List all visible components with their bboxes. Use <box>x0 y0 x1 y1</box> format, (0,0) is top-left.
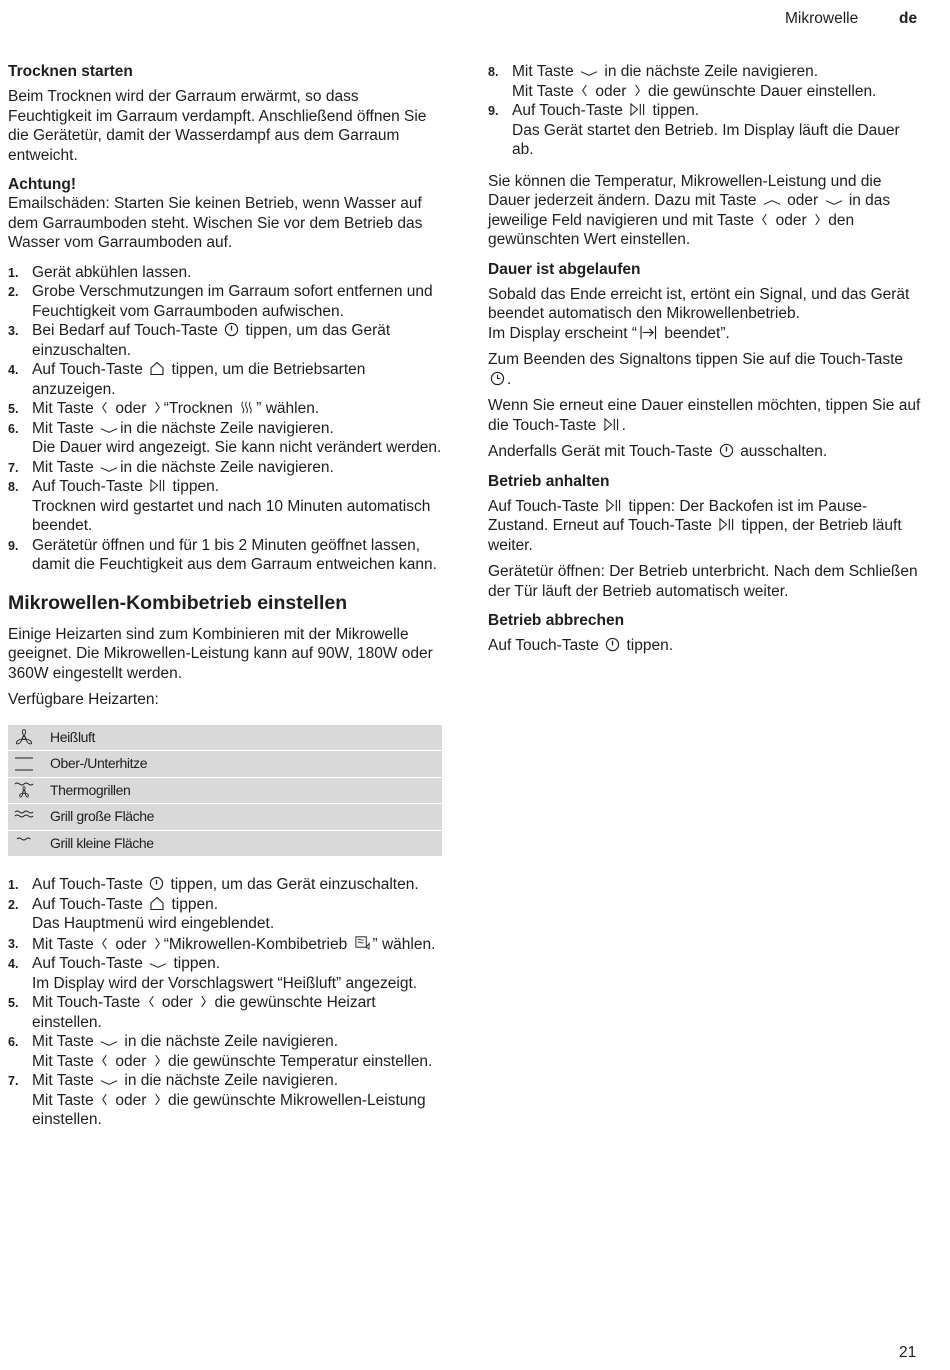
list-item: 8. Mit Taste in die nächste Zeile navigieren. Mit Taste oder die gewünschte Dauer einstellen. <box>488 63 877 100</box>
table-row: Grill kleine Fläche <box>8 831 442 858</box>
grill-large-icon <box>8 808 50 826</box>
combi-intro: Einige Heizarten sind zum Kombinieren mit der Mikrowelle geeignet. Die Mikrowellen-Leistung kann auf 90W, 180W oder 360W eingestellt werden. <box>8 625 433 682</box>
end-icon <box>639 325 658 340</box>
table-row: Ober-/Unterhitze <box>8 751 442 778</box>
page-number: 21 <box>899 1344 917 1361</box>
combi-section <box>8 591 444 1130</box>
combi-heading: Mikrowellen-Kombibetrieb einstellen <box>8 591 348 614</box>
list-item: 6. Mit Taste in die nächste Zeile navigieren. Mit Taste oder die gewünschte Temperatur einstellen. <box>8 1033 433 1070</box>
list-item: 3. Bei Bedarf auf Touch-Taste tippen, um das Gerät einzuschalten. <box>8 322 391 359</box>
list-item: 5. Mit Taste oder “Trocknen ” wählen. <box>8 400 320 417</box>
table-row: Heißluft <box>8 725 442 752</box>
pause-section <box>488 472 924 602</box>
chevron-down-icon <box>825 198 843 207</box>
chevron-right-icon <box>153 1092 162 1107</box>
list-item: 9. Gerätetür öffnen und für 1 bis 2 Minuten geöffnet lassen, damit die Feuchtigkeit aus dem Garraum entweichen kann. <box>8 536 437 573</box>
microwave-combi-icon <box>354 934 371 951</box>
play-pause-icon <box>718 517 735 532</box>
power-icon <box>149 876 164 891</box>
chevron-down-icon <box>100 1039 118 1048</box>
change-values-text: Sie können die Temperatur, Mikrowellen-Leistung und die Dauer jederzeit ändern. Dazu mit Taste oder in das jeweilige Feld navigieren und mit Taste oder den gewünschten Wert einstellen. <box>488 172 891 248</box>
chevron-left-icon <box>100 936 109 951</box>
list-item: 4. Auf Touch-Taste tippen. Im Display wird der Vorschlagswert “Heißluft” angezeigt. <box>8 955 418 992</box>
list-item: 1. Auf Touch-Taste tippen, um das Gerät einzuschalten. <box>8 876 419 893</box>
left-column <box>8 62 444 1142</box>
chevron-right-icon <box>813 212 822 227</box>
chevron-right-icon <box>199 994 208 1009</box>
chevron-left-icon <box>100 400 109 415</box>
list-item: 3. Mit Taste oder “Mikrowellen-Kombibetrieb ” wählen. <box>8 935 436 953</box>
play-pause-icon <box>149 478 166 493</box>
power-icon <box>719 443 734 458</box>
heat-types-table <box>8 724 442 858</box>
warning-title: Achtung! <box>8 176 77 193</box>
power-icon <box>224 322 239 337</box>
chevron-down-icon <box>100 1078 118 1087</box>
drying-heading: Trocknen starten <box>8 63 133 80</box>
list-item: 9. Auf Touch-Taste tippen. Das Gerät startet den Betrieb. Im Display läuft die Dauer ab. <box>488 102 900 158</box>
table-row: Thermogrillen <box>8 778 442 805</box>
list-item: 2. Auf Touch-Taste tippen. Das Hauptmenü wird eingeblendet. <box>8 895 275 932</box>
door-open-text: Gerätetür öffnen: Der Betrieb unterbricht. Nach dem Schließen der Tür läuft der Betrieb automatisch weiter. <box>488 563 918 600</box>
pause-text: Auf Touch-Taste tippen: Der Backofen ist im Pause-Zustand. Erneut auf Touch-Taste tippen, der Betrieb läuft weiter. <box>488 497 902 554</box>
cancel-text: Auf Touch-Taste tippen. <box>488 637 674 654</box>
list-item: 4. Auf Touch-Taste tippen, um die Betriebsarten anzuzeigen. <box>8 361 366 398</box>
duration-ended-section <box>488 260 924 462</box>
chevron-down-icon <box>149 961 167 970</box>
combi-steps-continued <box>488 62 924 160</box>
header-language: de <box>899 10 918 27</box>
pause-heading: Betrieb anhalten <box>488 472 610 490</box>
fan-icon <box>8 728 50 746</box>
table-row: Grill große Fläche <box>8 804 442 831</box>
home-icon <box>149 895 165 911</box>
home-icon <box>149 360 165 376</box>
chevron-right-icon <box>153 400 162 415</box>
drying-intro: Beim Trocknen wird der Garraum erwärmt, so dass Feuchtigkeit im Garraum verdampft. Anschließend öffnen Sie die Gerätetür, damit der Wasserdampf aus dem Garraum entweicht. <box>8 88 427 164</box>
chevron-left-icon <box>100 1053 109 1068</box>
thermogrill-icon <box>8 781 50 799</box>
play-pause-icon <box>603 417 620 432</box>
chevron-down-icon <box>100 465 118 474</box>
list-item: 7. Mit Taste in die nächste Zeile navigieren. <box>8 458 334 476</box>
play-pause-icon <box>605 498 622 513</box>
grill-small-icon <box>8 834 50 852</box>
list-item: 8. Auf Touch-Taste tippen. Trocknen wird gestartet und nach 10 Minuten automatisch beendet. <box>8 478 431 534</box>
chevron-down-icon <box>580 69 598 78</box>
list-item: 7. Mit Taste in die nächste Zeile navigieren. Mit Taste oder die gewünschte Mikrowellen-Leistung einstellen. <box>8 1072 426 1128</box>
chevron-right-icon <box>153 936 162 951</box>
chevron-right-icon <box>153 1053 162 1068</box>
signal-off-text: Zum Beenden des Signaltons tippen Sie auf die Touch-Taste . <box>488 351 904 388</box>
play-pause-icon <box>629 102 646 117</box>
chevron-up-icon <box>763 198 781 207</box>
cancel-section <box>488 611 924 656</box>
drying-section <box>8 62 444 575</box>
duration-ended-heading: Dauer ist abgelaufen <box>488 260 641 278</box>
right-column <box>488 62 924 663</box>
list-item: 1. Gerät abkühlen lassen. <box>8 263 192 281</box>
set-duration-again-text: Wenn Sie erneut eine Dauer einstellen möchten, tippen Sie auf die Touch-Taste . <box>488 397 921 434</box>
power-icon <box>605 637 620 652</box>
chevron-left-icon <box>580 83 589 98</box>
warning-text: Emailschäden: Starten Sie keinen Betrieb, wenn Wasser auf dem Garraumboden steht. Wischen Sie vor dem Betrieb das Wasser vom Garraumboden auf. <box>8 195 423 251</box>
cancel-heading: Betrieb abbrechen <box>488 612 625 629</box>
duration-ended-text: Sobald das Ende erreicht ist, ertönt ein Signal, und das Gerät beendet automatisch den Mikrowellenbetrieb. Im Display erscheint “ beendet”. <box>488 285 910 342</box>
chevron-down-icon <box>100 426 118 435</box>
chevron-left-icon <box>100 1092 109 1107</box>
list-item: 2. Grobe Verschmutzungen im Garraum sofort entfernen und Feuchtigkeit vom Garraumboden aufwischen. <box>8 283 433 320</box>
drying-steps <box>8 263 444 575</box>
chevron-left-icon <box>147 994 156 1009</box>
chevron-left-icon <box>760 212 769 227</box>
steam-icon <box>239 400 254 415</box>
chevron-right-icon <box>633 83 642 98</box>
switch-off-text: Anderfalls Gerät mit Touch-Taste ausschalten. <box>488 443 828 460</box>
clock-icon <box>490 371 505 386</box>
header-section-title: Mikrowelle <box>785 10 859 27</box>
combi-available-label: Verfügbare Heizarten: <box>8 691 159 708</box>
combi-steps <box>8 875 444 1130</box>
list-item: 5. Mit Touch-Taste oder die gewünschte Heizart einstellen. <box>8 994 376 1031</box>
top-bottom-heat-icon <box>8 755 50 773</box>
list-item: 6. Mit Taste in die nächste Zeile navigieren. Die Dauer wird angezeigt. Sie kann nicht verändert werden. <box>8 419 442 456</box>
